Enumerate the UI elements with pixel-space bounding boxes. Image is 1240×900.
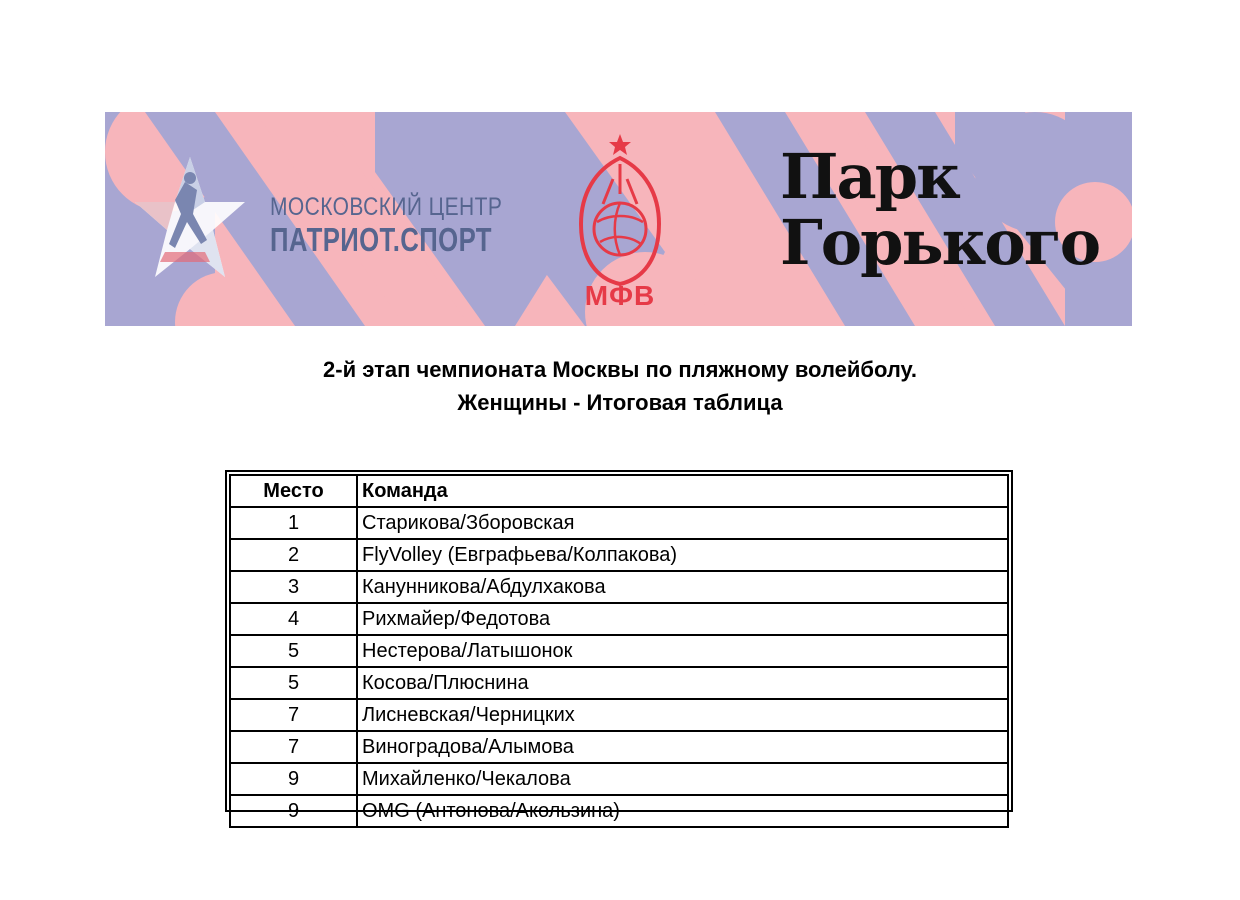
row-place: 5 [230,635,357,667]
page-subtitle: Женщины - Итоговая таблица [457,390,783,415]
patriot-line1: МОСКОВСКИЙ ЦЕНТР [270,193,503,221]
sponsor-banner [105,112,1132,326]
row-team: Косова/Плюснина [357,667,1008,699]
results-table-frame [225,470,1013,822]
table-row [230,507,1008,539]
patriot-sport-wordmark [270,192,555,258]
table-header-row [230,475,1008,507]
row-team: Канунникова/Абдулхакова [357,571,1008,603]
patriot-line2: ПАТРИОТ.СПОРТ [270,221,492,258]
park-line1: Парк [780,140,959,213]
row-team: FlyVolley (Евграфьева/Колпакова) [357,539,1008,571]
header-team: Команда [357,475,1008,507]
table-row [230,667,1008,699]
table-row [230,795,1008,827]
table-row [230,731,1008,763]
row-place: 2 [230,539,357,571]
row-team: OMG (Антонова/Акользина) [357,795,1008,827]
row-team: Старикова/Зборовская [357,507,1008,539]
patriot-star-logo [135,152,245,287]
park-line2: Горького [780,206,1100,279]
table-row [230,699,1008,731]
row-place: 9 [230,795,357,827]
row-place: 7 [230,699,357,731]
row-place: 7 [230,731,357,763]
table-row [230,763,1008,795]
row-place: 4 [230,603,357,635]
row-team: Михайленко/Чекалова [357,763,1008,795]
table-row [230,635,1008,667]
header-place: Место [230,475,357,507]
row-team: Рихмайер/Федотова [357,603,1008,635]
row-team: Нестерова/Латышонок [357,635,1008,667]
row-place: 3 [230,571,357,603]
mfv-wordmark: МФВ [584,280,656,311]
row-place: 1 [230,507,357,539]
row-place: 5 [230,667,357,699]
table-row [230,571,1008,603]
gorky-park-wordmark [780,140,1100,279]
table-row [230,603,1008,635]
page-title: 2-й этап чемпионата Москвы по пляжному волейболу. [323,357,917,382]
row-place: 9 [230,763,357,795]
table-row [230,539,1008,571]
row-team: Виноградова/Алымова [357,731,1008,763]
results-table [229,474,1009,828]
row-team: Лисневская/Черницких [357,699,1008,731]
